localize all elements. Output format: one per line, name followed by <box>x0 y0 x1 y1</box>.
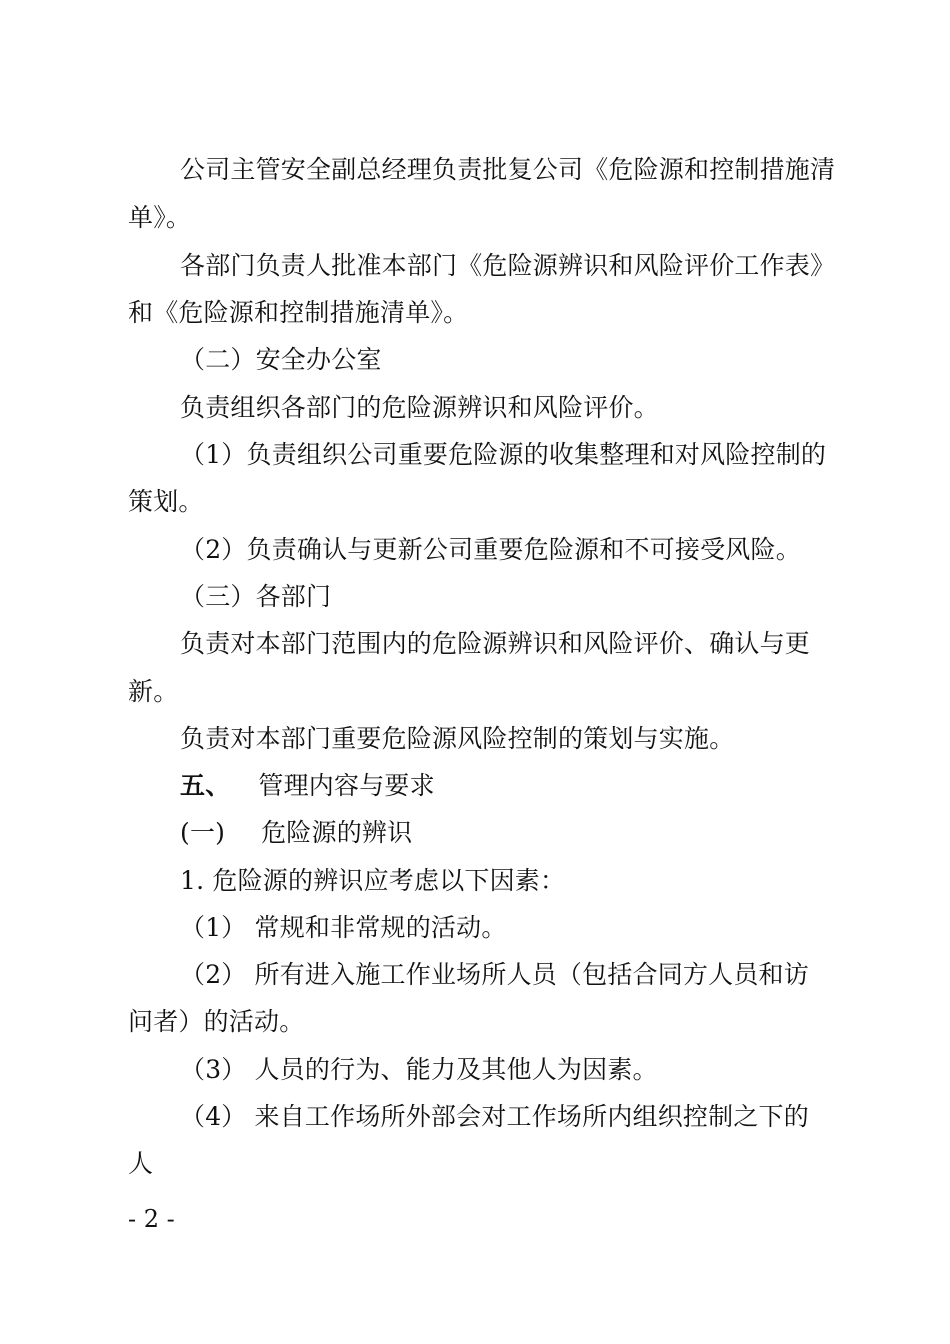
paragraph-line: 策划。 <box>128 487 204 516</box>
section-heading: （二）安全办公室 <box>180 345 382 374</box>
paragraph-line: 公司主管安全副总经理负责批复公司《危险源和控制措施清 <box>180 155 836 184</box>
paragraph-line: 和《危险源和控制措施清单》。 <box>128 298 469 327</box>
factor-3 <box>180 1055 658 1085</box>
factor-number: （2） <box>180 960 247 989</box>
factor-2 <box>180 960 809 990</box>
factor-1 <box>180 913 507 943</box>
subsection-1-number: (一) <box>180 818 226 847</box>
factor-4-continuation: 人 <box>128 1149 154 1178</box>
paragraph-line: 单》。 <box>128 203 192 232</box>
factor-text: 常规和非常规的活动。 <box>254 913 507 942</box>
page-number: - 2 - <box>128 1205 175 1233</box>
paragraph-line: 负责组织各部门的危险源辨识和风险评价。 <box>180 393 659 422</box>
factor-text: 来自工作场所外部会对工作场所内组织控制之下的 <box>254 1102 809 1131</box>
section-heading: （三）各部门 <box>180 582 332 611</box>
section-5-title: 管理内容与要求 <box>258 771 435 800</box>
paragraph-line: 各部门负责人批准本部门《危险源辨识和风险评价工作表》 <box>180 251 836 280</box>
factor-number: （1） <box>180 913 247 942</box>
factor-2-continuation: 问者）的活动。 <box>128 1007 305 1036</box>
subsection-1-title: 危险源的辨识 <box>261 818 413 847</box>
paragraph-line: （1）负责组织公司重要危险源的收集整理和对风险控制的 <box>180 440 827 469</box>
section-5-heading <box>180 771 435 801</box>
factor-4 <box>180 1102 809 1132</box>
subsection-1-heading <box>180 818 412 848</box>
item-1-line: 1. 危险源的辨识应考虑以下因素： <box>180 866 566 895</box>
factor-text: 所有进入施工作业场所人员（包括合同方人员和访 <box>254 960 809 989</box>
section-5-number: 五、 <box>180 771 231 800</box>
factor-number: （3） <box>180 1055 247 1084</box>
paragraph-line: 新。 <box>128 677 179 706</box>
factor-text: 人员的行为、能力及其他人为因素。 <box>254 1055 658 1084</box>
paragraph-line: 负责对本部门重要危险源风险控制的策划与实施。 <box>180 724 735 753</box>
paragraph-line: （2）负责确认与更新公司重要危险源和不可接受风险。 <box>180 535 801 564</box>
factor-number: （4） <box>180 1102 247 1131</box>
paragraph-line: 负责对本部门范围内的危险源辨识和风险评价、确认与更 <box>180 629 811 658</box>
